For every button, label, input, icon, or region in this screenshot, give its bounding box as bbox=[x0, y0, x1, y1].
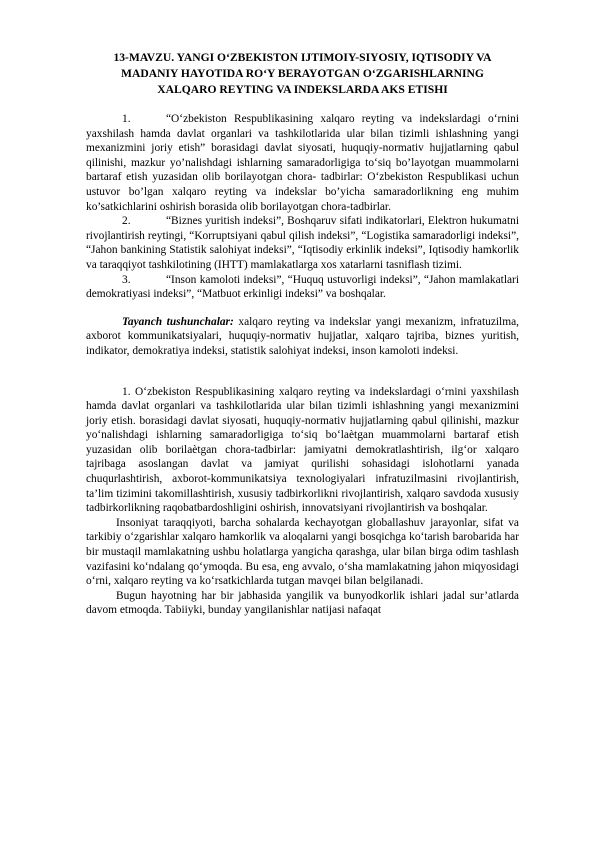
plan-item-text: “O‘zbekiston Respublikasining xalqaro reyting va indekslardagi o‘rnini yaxshilash hamda davlat organlari va tashkilotlarida ular bilan tizimli ishlashning yangi mexanizmini joriy etish” borasidagi davlat siyosati, huquqiy-normativ hujjatlarning qabul qilinishi, mazkur yo’nalishdagi ishlarning samaradorligiga to‘siq bo’layotgan muammolarni bartaraf etish yuzasidan olib borilayotgan chora- tadbirlar: O‘zbekiston Respublikasi uchun ustuvor bo’lgan xalqaro reyting va indekslar bo’yicha samaradorlikning eng muhim ko’satkichlarini oshirish borasida olib borilayotgan chora-tadbirlar. bbox=[86, 113, 519, 213]
plan-item-number: 2. bbox=[122, 215, 131, 228]
spacer bbox=[86, 359, 519, 385]
plan-item-3 bbox=[86, 273, 519, 302]
plan-item-text: “Biznes yuritish indeksi”, Boshqaruv sifati indikatorlari, Elektron hukumatni rivojlantirish reytingi, “Korruptsiyani qabul qilish indeksi”, “Logistika samaradorligi indeksi”, “Jahon bankining Statistik salohiyat indeksi”, “Iqtisodiy erkinlik indeksi”, Iqtisodiy hamkorlik va taraqqiyot tashkilotining (IHTT) mamlakatlarga xos xatarlarni tasniflash tizimi. bbox=[86, 215, 519, 271]
key-concepts-label: Tayanch tushunchalar: bbox=[122, 315, 234, 328]
key-concepts-text: xalqaro reyting va indekslar yangi mexanizm, infratuzilma, axborot kommunikatsiyalari, huquqiy-normativ hujjatlar, xalqaro tajriba, biznes yuritish, indikator, demokratiya indeksi, statistik salohiyat indeksi, inson kamoloti indeksi. bbox=[86, 315, 519, 357]
title-line-1: 13-MAVZU. YANGI O‘ZBEKISTON IJTIMOIY-SIYOSIY, IQTISODIY VA bbox=[113, 51, 492, 64]
spacer bbox=[86, 302, 519, 315]
title-line-2: MADANIY HAYOTIDA RO‘Y BERAYOTGAN O‘ZGARISHLARNING bbox=[121, 67, 484, 80]
key-concepts bbox=[86, 315, 519, 359]
body-paragraph-1: 1. O‘zbekiston Respublikasining xalqaro reyting va indekslardagi o‘rnini yaxshilash hamda davlat organlari va tashkilotlarida ular bilan tizimli ishlashning yangi mexanizmini joriy etish. borasidagi davlat siyosati, huquqiy-normativ hujjatlarning qabul qilinishi, mazkur yo‘nalishdagi ishlarning samaradorligiga to‘siq bo‘laètgan muammolarni bartaraf etish yuzasidan olib borilaètgan chora-tadbirlar: jamiyatni demokratlashtirish, ilg‘or xalqaro tajribaga asoslangan davlat va jamiyat qurilishi sohasidagi islohotlarni yanada chuqurlashtirish, axborot-kommunikatsiya texnologiyalari infratuzilmasini rivojlantirish, ta’lim tizimini takomillashtirish, xususiy tadbirkorlikni rivojlantirish, xalqaro savdoda xususiy tadbirkorlikning raqobatbardoshligini oshirish, innovatsiyani rivojlantirish va boshqalar. bbox=[86, 385, 519, 515]
plan-item-1 bbox=[86, 112, 519, 214]
body-paragraph-2: Insoniyat taraqqiyoti, barcha sohalarda kechayotgan globallashuv jarayonlar, sifat va tarkibiy o‘zgarishlar xalqaro hamkorlik va aloqalarni yangi bosqichga ko‘tarish barobarida har bir mustaqil mamlakatning ushbu holatlarga yangicha qarashga, ular bilan birga odim tashlash vazifasini ko‘ndalang qo‘ymoqda. Bu esa, eng avvalo, o‘sha mamlakatning jahon miqyosidagi o‘rni, xalqaro reyting va ko‘rsatkichlarda tutgan mavqei bilan belgilanadi. bbox=[86, 516, 519, 588]
plan-item-number: 3. bbox=[122, 273, 131, 286]
body-paragraph-3: Bugun hayotning har bir jabhasida yangilik va bunyodkorlik ishlari jadal sur’atlarda davom etmoqda. Tabiiyki, bunday yangilanishlar natijasi nafaqat bbox=[86, 589, 519, 617]
plan-item-number: 1. bbox=[122, 113, 131, 125]
plan-item-2 bbox=[86, 214, 519, 272]
page-title bbox=[86, 50, 519, 98]
plan-item-text: “Inson kamoloti indeksi”, “Huquq ustuvorligi indeksi”, “Jahon mamlakatlari demokratiyasi indeksi”, “Matbuot erkinligi indeksi” va boshqalar. bbox=[86, 273, 519, 301]
title-line-3: XALQARO REYTING VA INDEKSLARDA AKS ETISHI bbox=[157, 83, 448, 96]
